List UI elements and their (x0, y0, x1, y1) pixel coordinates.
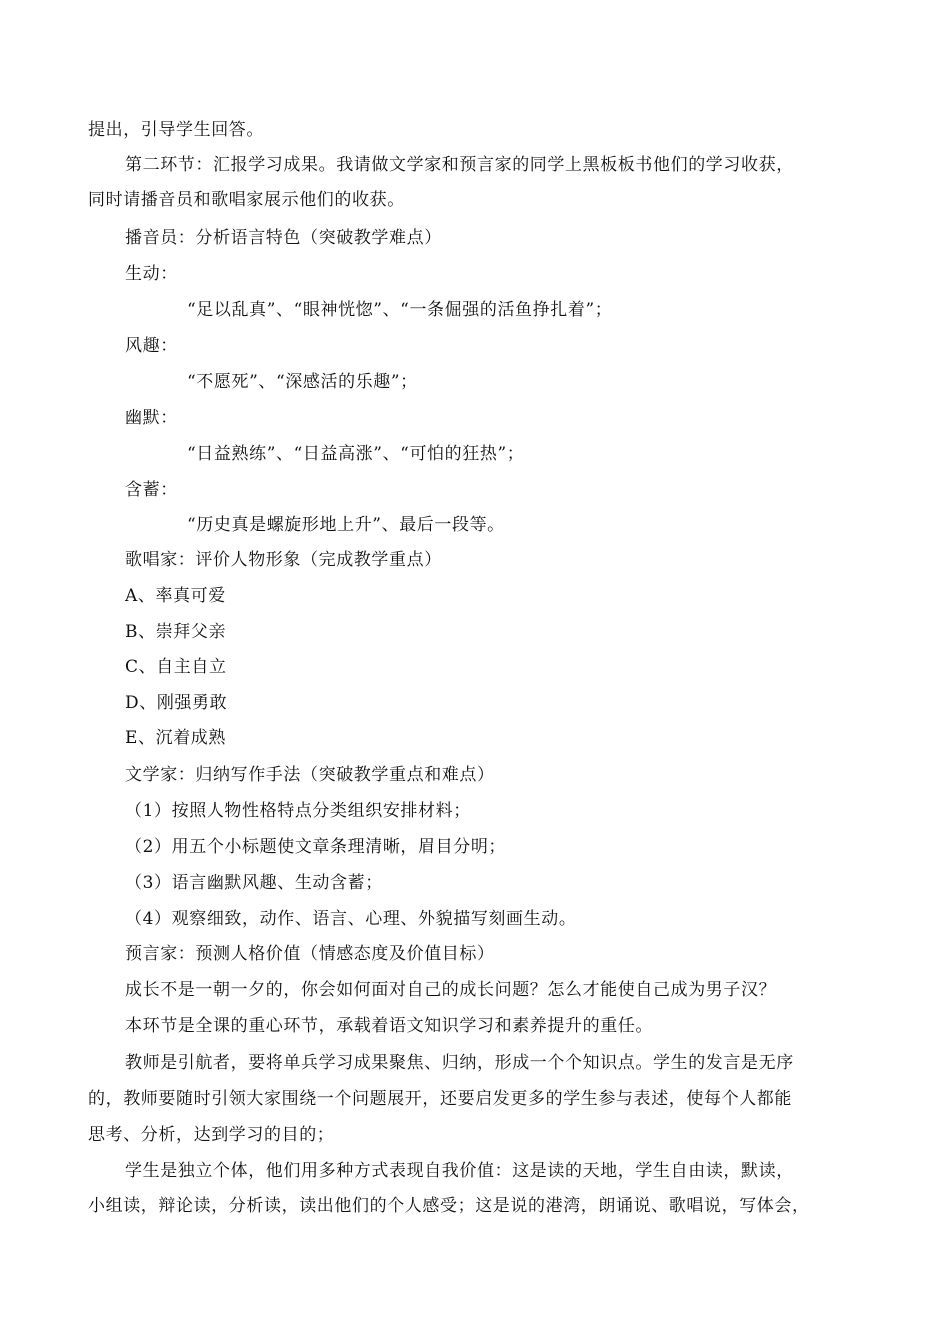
text-line: C、自主自立 (125, 657, 227, 677)
text-line: 文学家：归纳写作手法（突破教学重点和难点） (125, 765, 495, 785)
text-line: 本环节是全课的重心环节，承载着语文知识学习和素养提升的重任。 (125, 1016, 653, 1036)
text-line: 歌唱家：评价人物形象（完成教学重点） (125, 550, 442, 570)
text-line: 提出，引导学生回答。 (88, 120, 264, 140)
text-line: （4）观察细致，动作、语言、心理、外貌描写刻画生动。 (125, 909, 577, 929)
text-line: 风趣： (125, 336, 178, 356)
text-line: E、沉着成熟 (125, 728, 227, 748)
text-line: 含蓄： (125, 480, 178, 500)
text-line: D、刚强勇敢 (125, 693, 228, 713)
text-line: 预言家：预测人格价值（情感态度及价值目标） (125, 944, 495, 964)
text-line: 生动： (125, 264, 178, 284)
text-line: “足以乱真”、“眼神恍惚”、“一条倔强的活鱼挣扎着”； (187, 300, 613, 320)
text-line: 的，教师要随时引领大家围绕一个问题展开，还要启发更多的学生参与表述，使每个人都能 (88, 1089, 792, 1109)
text-line: 思考、分析，达到学习的目的； (88, 1125, 335, 1145)
text-line: 小组读，辩论读，分析读，读出他们的个人感受；这是说的港湾，朗诵说、歌唱说，写体会， (88, 1196, 810, 1216)
text-line: 成长不是一朝一夕的，你会如何面对自己的成长问题？怎么才能使自己成为男子汉？ (125, 980, 777, 1000)
text-line: 教师是引航者，要将单兵学习成果聚焦、归纳，形成一个个知识点。学生的发言是无序 (125, 1053, 794, 1073)
text-line: A、率真可爱 (125, 586, 226, 606)
text-line: 第二环节：汇报学习成果。我请做文学家和预言家的同学上黑板板书他们的学习收获， (125, 155, 794, 175)
text-line: （3）语言幽默风趣、生动含蓄； (125, 873, 383, 893)
text-line: （1）按照人物性格特点分类组织安排材料； (125, 801, 471, 821)
text-line: “日益熟练”、“日益高涨”、“可怕的狂热”； (187, 444, 525, 464)
text-line: 播音员：分析语言特色（突破教学难点） (125, 228, 442, 248)
text-line: “不愿死”、“深感活的乐趣”； (187, 372, 418, 392)
text-line: 同时请播音员和歌唱家展示他们的收获。 (88, 190, 405, 210)
text-line: 幽默： (125, 408, 178, 428)
text-line: B、崇拜父亲 (125, 622, 227, 642)
text-line: （2）用五个小标题使文章条理清晰，眉目分明； (125, 837, 507, 857)
text-line: 学生是独立个体，他们用多种方式表现自我价值：这是读的天地，学生自由读，默读， (125, 1161, 794, 1181)
text-line: “历史真是螺旋形地上升”、最后一段等。 (187, 515, 505, 535)
